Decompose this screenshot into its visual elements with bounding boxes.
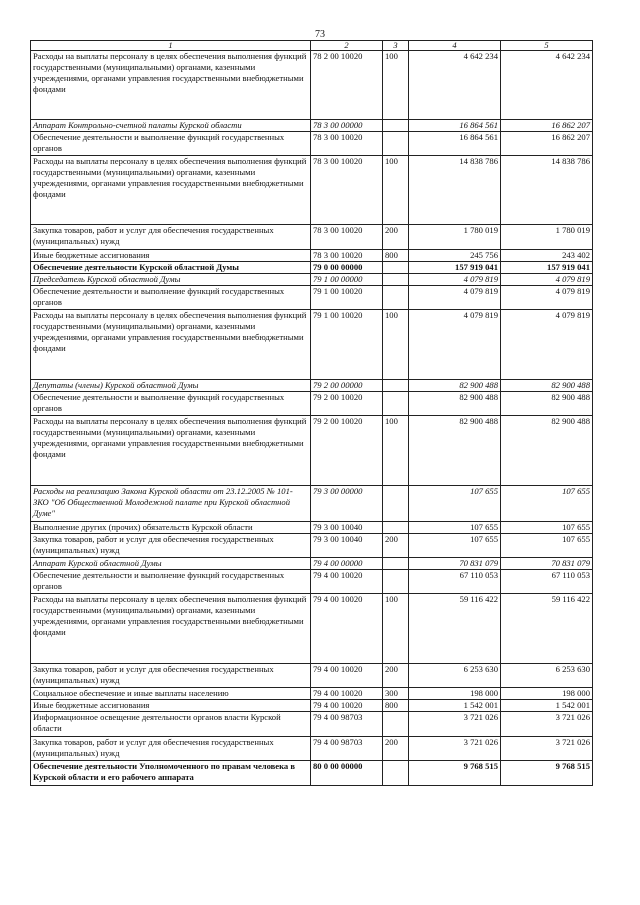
table-row (31, 262, 593, 274)
row-amount-2-cell: 157 919 041 (501, 262, 593, 274)
row-amount-1-cell: 16 864 561 (409, 120, 501, 132)
row-name-cell: Обеспечение деятельности и выполнение функций государственных органов (31, 570, 311, 594)
row-amount-2-cell: 59 116 422 (501, 594, 593, 664)
row-amount-1-cell: 6 253 630 (409, 664, 501, 688)
row-expense-type-cell (383, 274, 409, 286)
column-header-amount-1: 4 (409, 41, 501, 51)
row-expense-type-cell: 800 (383, 700, 409, 712)
row-code-cell: 79 4 00 98703 (311, 737, 383, 761)
table-row (31, 712, 593, 737)
table-row (31, 250, 593, 262)
row-expense-type-cell: 100 (383, 156, 409, 225)
row-code-cell: 79 1 00 10020 (311, 310, 383, 380)
row-amount-1-cell: 4 079 819 (409, 310, 501, 380)
row-code-cell: 79 3 00 10040 (311, 522, 383, 534)
row-expense-type-cell (383, 558, 409, 570)
row-amount-2-cell: 82 900 488 (501, 392, 593, 416)
column-header-code: 2 (311, 41, 383, 51)
row-expense-type-cell: 100 (383, 594, 409, 664)
row-expense-type-cell (383, 522, 409, 534)
row-amount-2-cell: 1 780 019 (501, 225, 593, 250)
row-code-cell: 78 3 00 10020 (311, 250, 383, 262)
row-amount-1-cell: 107 655 (409, 522, 501, 534)
row-amount-1-cell: 82 900 488 (409, 416, 501, 486)
table-row (31, 120, 593, 132)
row-amount-1-cell: 4 642 234 (409, 51, 501, 120)
row-amount-1-cell: 59 116 422 (409, 594, 501, 664)
row-code-cell: 78 2 00 10020 (311, 51, 383, 120)
row-expense-type-cell (383, 132, 409, 156)
column-header-expense-type: 3 (383, 41, 409, 51)
row-name-cell: Социальное обеспечение и иные выплаты населению (31, 688, 311, 700)
row-name-cell: Расходы на выплаты персоналу в целях обеспечения выполнения функций государственными (муниципальными) органами, казенными учреждениями, органами управления государственными внебюджетными фондами (31, 156, 311, 225)
row-amount-2-cell: 82 900 488 (501, 380, 593, 392)
row-name-cell: Обеспечение деятельности и выполнение функций государственных органов (31, 392, 311, 416)
column-header-amount-2: 5 (501, 41, 593, 51)
row-name-cell: Аппарат Контрольно-счетной палаты Курской области (31, 120, 311, 132)
row-amount-2-cell: 14 838 786 (501, 156, 593, 225)
row-amount-2-cell: 82 900 488 (501, 416, 593, 486)
row-expense-type-cell: 800 (383, 250, 409, 262)
row-amount-1-cell: 198 000 (409, 688, 501, 700)
row-name-cell: Закупка товаров, работ и услуг для обеспечения государственных (муниципальных) нужд (31, 225, 311, 250)
row-code-cell: 79 2 00 10020 (311, 392, 383, 416)
row-amount-1-cell: 9 768 515 (409, 761, 501, 786)
table-row (31, 156, 593, 225)
row-amount-2-cell: 3 721 026 (501, 737, 593, 761)
row-code-cell: 79 4 00 10020 (311, 700, 383, 712)
row-amount-2-cell: 107 655 (501, 522, 593, 534)
row-name-cell: Председатель Курской областной Думы (31, 274, 311, 286)
table-row (31, 51, 593, 120)
row-amount-1-cell: 82 900 488 (409, 392, 501, 416)
table-row (31, 225, 593, 250)
row-expense-type-cell: 300 (383, 688, 409, 700)
row-code-cell: 79 1 00 10020 (311, 286, 383, 310)
row-name-cell: Расходы на выплаты персоналу в целях обеспечения выполнения функций государственными (муниципальными) органами, казенными учреждениями, органами управления государственными внебюджетными фондами (31, 594, 311, 664)
row-amount-1-cell: 82 900 488 (409, 380, 501, 392)
table-row (31, 392, 593, 416)
row-amount-2-cell: 9 768 515 (501, 761, 593, 786)
row-code-cell: 79 0 00 00000 (311, 262, 383, 274)
row-expense-type-cell (383, 486, 409, 522)
row-amount-1-cell: 3 721 026 (409, 712, 501, 737)
row-name-cell: Обеспечение деятельности и выполнение функций государственных органов (31, 286, 311, 310)
row-amount-2-cell: 70 831 079 (501, 558, 593, 570)
row-expense-type-cell (383, 392, 409, 416)
row-code-cell: 79 4 00 00000 (311, 558, 383, 570)
table-row (31, 274, 593, 286)
row-expense-type-cell (383, 262, 409, 274)
row-amount-1-cell: 16 864 561 (409, 132, 501, 156)
row-name-cell: Информационное освещение деятельности органов власти Курской области (31, 712, 311, 737)
row-amount-1-cell: 107 655 (409, 486, 501, 522)
row-code-cell: 78 3 00 10020 (311, 132, 383, 156)
row-name-cell: Депутаты (члены) Курской областной Думы (31, 380, 311, 392)
row-expense-type-cell: 100 (383, 416, 409, 486)
table-row (31, 761, 593, 786)
table-row (31, 558, 593, 570)
row-amount-1-cell: 107 655 (409, 534, 501, 558)
row-expense-type-cell: 100 (383, 51, 409, 120)
table-row (31, 594, 593, 664)
row-amount-2-cell: 198 000 (501, 688, 593, 700)
row-amount-2-cell: 107 655 (501, 486, 593, 522)
row-name-cell: Обеспечение деятельности Уполномоченного по правам человека в Курской области и его рабочего аппарата (31, 761, 311, 786)
row-expense-type-cell (383, 380, 409, 392)
row-code-cell: 79 1 00 00000 (311, 274, 383, 286)
row-name-cell: Расходы на выплаты персоналу в целях обеспечения выполнения функций государственными (муниципальными) органами, казенными учреждениями, органами управления государственными внебюджетными фондами (31, 416, 311, 486)
row-expense-type-cell: 200 (383, 664, 409, 688)
row-code-cell: 80 0 00 00000 (311, 761, 383, 786)
row-amount-2-cell: 16 862 207 (501, 120, 593, 132)
row-amount-2-cell: 4 079 819 (501, 310, 593, 380)
row-expense-type-cell (383, 761, 409, 786)
row-expense-type-cell (383, 120, 409, 132)
row-amount-2-cell: 67 110 053 (501, 570, 593, 594)
row-expense-type-cell (383, 712, 409, 737)
budget-table (30, 40, 593, 786)
row-amount-2-cell: 4 079 819 (501, 274, 593, 286)
table-row (31, 664, 593, 688)
row-amount-1-cell: 4 079 819 (409, 286, 501, 310)
table-row (31, 522, 593, 534)
table-body (31, 51, 593, 786)
row-amount-2-cell: 4 642 234 (501, 51, 593, 120)
table-row (31, 737, 593, 761)
row-amount-2-cell: 3 721 026 (501, 712, 593, 737)
row-amount-1-cell: 1 542 001 (409, 700, 501, 712)
row-code-cell: 79 3 00 00000 (311, 486, 383, 522)
row-name-cell: Расходы на выплаты персоналу в целях обеспечения выполнения функций государственными (муниципальными) органами, казенными учреждениями, органами управления государственными внебюджетными фондами (31, 310, 311, 380)
row-amount-2-cell: 1 542 001 (501, 700, 593, 712)
row-code-cell: 79 4 00 98703 (311, 712, 383, 737)
table-row (31, 486, 593, 522)
row-amount-1-cell: 3 721 026 (409, 737, 501, 761)
row-code-cell: 79 4 00 10020 (311, 688, 383, 700)
row-amount-1-cell: 157 919 041 (409, 262, 501, 274)
row-amount-1-cell: 1 780 019 (409, 225, 501, 250)
table-row (31, 416, 593, 486)
row-name-cell: Аппарат Курской областной Думы (31, 558, 311, 570)
row-amount-1-cell: 4 079 819 (409, 274, 501, 286)
row-expense-type-cell (383, 286, 409, 310)
row-amount-1-cell: 67 110 053 (409, 570, 501, 594)
row-amount-2-cell: 107 655 (501, 534, 593, 558)
row-name-cell: Обеспечение деятельности и выполнение функций государственных органов (31, 132, 311, 156)
row-expense-type-cell: 200 (383, 534, 409, 558)
table-row (31, 688, 593, 700)
row-amount-1-cell: 245 756 (409, 250, 501, 262)
row-code-cell: 79 2 00 00000 (311, 380, 383, 392)
table-row (31, 132, 593, 156)
row-amount-1-cell: 14 838 786 (409, 156, 501, 225)
row-code-cell: 79 4 00 10020 (311, 594, 383, 664)
row-name-cell: Закупка товаров, работ и услуг для обеспечения государственных (муниципальных) нужд (31, 664, 311, 688)
row-expense-type-cell (383, 570, 409, 594)
column-header-name: 1 (31, 41, 311, 51)
row-name-cell: Выполнение других (прочих) обязательств Курской области (31, 522, 311, 534)
row-expense-type-cell: 200 (383, 225, 409, 250)
row-name-cell: Расходы на выплаты персоналу в целях обеспечения выполнения функций государственными (муниципальными) органами, казенными учреждениями, органами управления государственными внебюджетными фондами (31, 51, 311, 120)
row-expense-type-cell: 100 (383, 310, 409, 380)
table-row (31, 310, 593, 380)
row-name-cell: Закупка товаров, работ и услуг для обеспечения государственных (муниципальных) нужд (31, 534, 311, 558)
row-code-cell: 78 3 00 00000 (311, 120, 383, 132)
row-name-cell: Иные бюджетные ассигнования (31, 250, 311, 262)
row-code-cell: 79 2 00 10020 (311, 416, 383, 486)
table-row (31, 700, 593, 712)
row-code-cell: 78 3 00 10020 (311, 156, 383, 225)
row-amount-2-cell: 243 402 (501, 250, 593, 262)
row-code-cell: 79 4 00 10020 (311, 664, 383, 688)
row-code-cell: 79 4 00 10020 (311, 570, 383, 594)
table-row (31, 570, 593, 594)
table-row (31, 380, 593, 392)
table-header-row (31, 41, 593, 51)
row-amount-1-cell: 70 831 079 (409, 558, 501, 570)
row-name-cell: Расходы на реализацию Закона Курской области от 23.12.2005 № 101-ЗКО "Об Общественной Молодежной палате при Курской областной Думе" (31, 486, 311, 522)
table-row (31, 286, 593, 310)
row-name-cell: Обеспечение деятельности Курской областной Думы (31, 262, 311, 274)
row-code-cell: 78 3 00 10020 (311, 225, 383, 250)
row-name-cell: Иные бюджетные ассигнования (31, 700, 311, 712)
row-amount-2-cell: 6 253 630 (501, 664, 593, 688)
row-code-cell: 79 3 00 10040 (311, 534, 383, 558)
page-number: 73 (315, 29, 325, 40)
row-name-cell: Закупка товаров, работ и услуг для обеспечения государственных (муниципальных) нужд (31, 737, 311, 761)
table-row (31, 534, 593, 558)
row-expense-type-cell: 200 (383, 737, 409, 761)
row-amount-2-cell: 4 079 819 (501, 286, 593, 310)
row-amount-2-cell: 16 862 207 (501, 132, 593, 156)
